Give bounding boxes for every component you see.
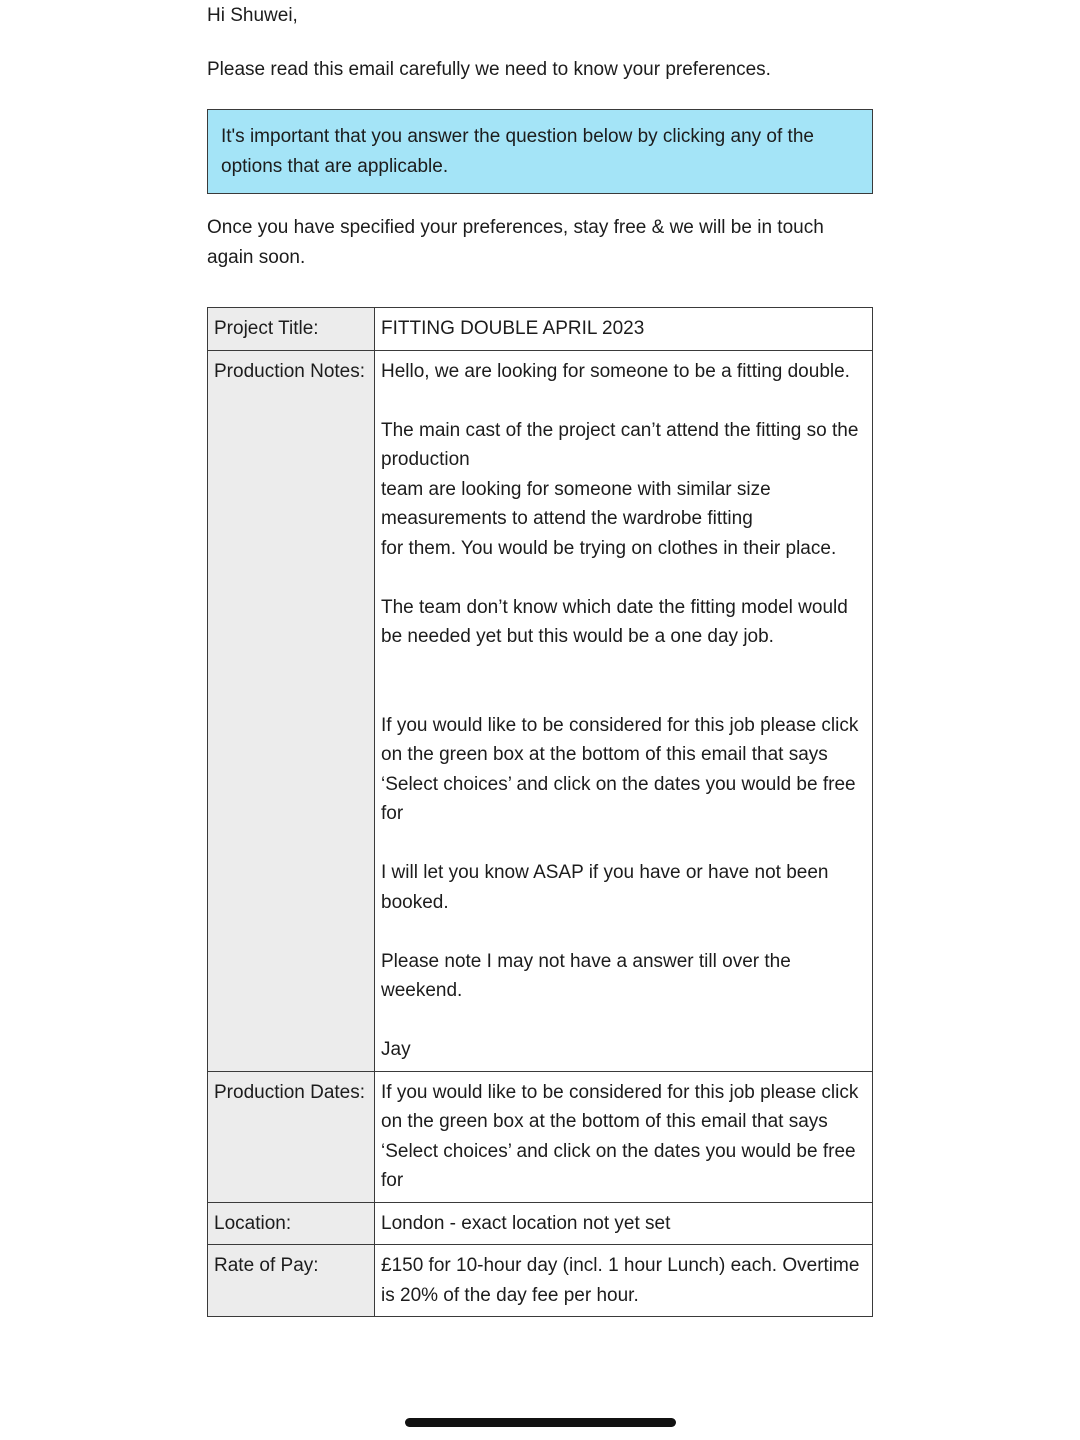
notes-paragraph: team are looking for someone with similar size measurements to attend the wardrobe fitting	[381, 478, 771, 529]
closing-text: Once you have specified your preferences, stay free & we will be in touch again soon.	[207, 217, 824, 268]
project-title-label: Project Title:	[208, 308, 375, 351]
notes-paragraph: I will let you know ASAP if you have or have not been booked.	[381, 862, 829, 913]
location-value: London - exact location not yet set	[375, 1202, 873, 1245]
project-details-table	[207, 307, 873, 1317]
production-notes-label: Production Notes:	[208, 350, 375, 1071]
greeting: Hi Shuwei,	[207, 5, 298, 26]
notes-paragraph: If you would like to be considered for this job please click on the green box at the bottom of this email that says ‘Select choices’ and click on the dates you would be free for	[381, 714, 859, 824]
notes-paragraph: for them. You would be trying on clothes in their place.	[381, 537, 837, 559]
table-row	[208, 1245, 873, 1317]
home-indicator[interactable]	[405, 1418, 676, 1427]
notes-paragraph: Please note I may not have a answer till over the weekend.	[381, 950, 791, 1001]
production-dates-label: Production Dates:	[208, 1071, 375, 1202]
production-dates-value: If you would like to be considered for this job please click on the green box at the bottom of this email that says ‘Select choices’ and click on the dates you would be free for	[375, 1071, 873, 1202]
table-row	[208, 1202, 873, 1245]
project-title-value: FITTING DOUBLE APRIL 2023	[375, 308, 873, 351]
notes-paragraph: The team don’t know which date the fitting model would be needed yet but this would be a one day job.	[381, 596, 848, 647]
table-row	[208, 350, 873, 1071]
table-row	[208, 1071, 873, 1202]
notice-box: It's important that you answer the question below by clicking any of the options that are applicable.	[207, 109, 873, 194]
table-row	[208, 308, 873, 351]
location-label: Location:	[208, 1202, 375, 1245]
intro-text: Please read this email carefully we need to know your preferences.	[207, 59, 771, 80]
notes-signature: Jay	[381, 1039, 411, 1060]
rate-of-pay-value: £150 for 10-hour day (incl. 1 hour Lunch) each. Overtime is 20% of the day fee per hour.	[375, 1245, 873, 1317]
rate-of-pay-label: Rate of Pay:	[208, 1245, 375, 1317]
production-notes-value	[375, 350, 873, 1071]
notes-paragraph: The main cast of the project can’t attend the fitting so the production	[381, 419, 859, 470]
notes-paragraph: Hello, we are looking for someone to be a fitting double.	[381, 360, 850, 382]
